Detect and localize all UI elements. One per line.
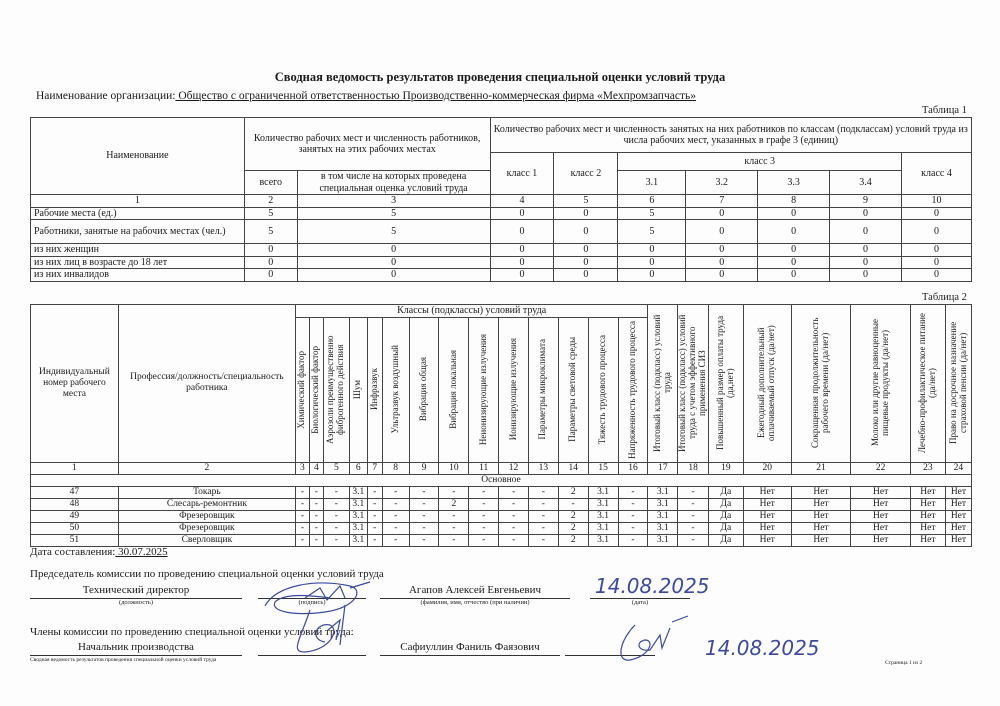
t2-header-factor: Биологический фактор (309, 317, 323, 462)
t2-cell: - (499, 498, 529, 510)
t1-cell: 0 (902, 220, 972, 244)
t2-header-food: Лечебно-профилактическое питание (да/нет) (910, 305, 945, 463)
t1-header-sub-3-1: 3.1 (618, 171, 686, 195)
t2-cell: - (367, 522, 382, 534)
t1-column-numbers (31, 195, 972, 208)
t2-cell: - (295, 498, 309, 510)
t1-header-name: Наименование (31, 118, 245, 195)
t2-col-number: 12 (499, 462, 529, 474)
t2-cell: Нет (851, 486, 911, 498)
t2-col-number: 14 (558, 462, 588, 474)
t2-cell: 3.1 (349, 522, 367, 534)
member-signature2-icon (600, 610, 690, 665)
t2-col-number: 13 (528, 462, 558, 474)
t2-header-id: Индивидуальный номер рабочего места (31, 305, 119, 463)
t1-header-class1: класс 1 (490, 153, 554, 195)
chair-title: Председатель комиссии по проведению специальной оценки условий труда (30, 568, 384, 580)
t2-header-milk: Молоко или другие равноценные пищевые продукты (да/нет) (851, 305, 911, 463)
t1-cell: 0 (830, 244, 902, 257)
t2-cell: - (367, 510, 382, 522)
t1-row-name: из них женщин (31, 244, 245, 257)
t1-cell: 0 (902, 244, 972, 257)
t1-header-group2: Количество рабочих мест и численность занятых на них работников по классам (подклассам) условий труда из числа рабочих мест, указанных в графе 3 (единиц) (490, 118, 972, 153)
t2-col-number: 10 (439, 462, 469, 474)
t2-cell: - (499, 534, 529, 546)
members-title: Члены комиссии по проведению специальной оценки условий труда: (30, 626, 354, 638)
t2-cell: - (528, 534, 558, 546)
t2-cell: - (295, 534, 309, 546)
t2-cell: - (367, 498, 382, 510)
t2-cell: - (309, 498, 323, 510)
t1-row-name: Рабочие места (ед.) (31, 207, 245, 220)
t1-cell: 0 (902, 256, 972, 269)
table2-label: Таблица 2 (922, 292, 967, 303)
t1-col-number: 1 (31, 195, 245, 208)
t2-header-final-class-siz: Итоговый класс (подкласс) условий труда с учетом эффективного применения СИЗ (678, 305, 709, 463)
t2-header-factor: Аэрозоли преимущественно фиброгенного действия (323, 317, 349, 462)
t2-cell: - (469, 534, 499, 546)
t2-workplace-id: 51 (31, 534, 119, 546)
t2-cell: 3.1 (588, 522, 618, 534)
t2-cell: 3.1 (648, 522, 678, 534)
t2-cell: - (309, 486, 323, 498)
t1-cell: 0 (554, 220, 618, 244)
t1-col-number: 4 (490, 195, 554, 208)
t2-header-profession: Профессия/должность/специальность работника (118, 305, 295, 463)
t2-cell: Нет (945, 498, 971, 510)
t2-cell: - (323, 510, 349, 522)
t2-col-number: 16 (618, 462, 648, 474)
t2-cell: Нет (743, 510, 791, 522)
t2-workplace-id: 48 (31, 498, 119, 510)
t2-cell: - (678, 486, 709, 498)
t2-col-number: 18 (678, 462, 709, 474)
t1-cell: 0 (554, 244, 618, 257)
member-position: Начальник производства (78, 641, 194, 653)
t1-row-name: из них лиц в возрасте до 18 лет (31, 256, 245, 269)
t2-cell: Нет (910, 486, 945, 498)
t1-cell: 0 (490, 244, 554, 257)
t1-col-number: 5 (554, 195, 618, 208)
t2-profession: Слесарь-ремонтник (118, 498, 295, 510)
t1-col-number: 9 (830, 195, 902, 208)
t2-header-factor: Параметры микроклимата (528, 317, 558, 462)
document-title: Сводная ведомость результатов проведения специальной оценки условий труда (274, 70, 726, 84)
t2-cell: - (323, 534, 349, 546)
t2-cell: - (528, 522, 558, 534)
t2-cell: - (295, 486, 309, 498)
t1-col-number: 3 (297, 195, 490, 208)
t2-cell: 3.1 (588, 534, 618, 546)
t1-cell: 5 (244, 207, 297, 220)
t2-col-number: 1 (31, 462, 119, 474)
t2-header-factor: Шум (349, 317, 367, 462)
t2-cell: - (499, 486, 529, 498)
footer-document-name: Сводная ведомость результатов проведения специальной оценки условий труда (30, 657, 217, 663)
t1-cell: 0 (297, 269, 490, 282)
t2-col-number: 11 (469, 462, 499, 474)
t1-cell: 0 (297, 244, 490, 257)
t2-cell: Нет (910, 534, 945, 546)
t2-header-classes-group: Классы (подклассы) условий труда (295, 305, 647, 318)
table2-workplaces (30, 304, 972, 547)
t2-cell: - (409, 522, 439, 534)
t2-cell: - (382, 510, 409, 522)
t2-cell: 3.1 (648, 486, 678, 498)
t2-header-factor: Напряженность трудового процесса (618, 317, 648, 462)
t2-header-factor: Инфразвук (367, 317, 382, 462)
t1-header-sub-3-2: 3.2 (686, 171, 758, 195)
t2-cell: 3.1 (349, 534, 367, 546)
t1-row-name: Работники, занятые на рабочих местах (чел.) (31, 220, 245, 244)
t1-cell: 0 (490, 207, 554, 220)
t2-col-number: 5 (323, 462, 349, 474)
table1-label: Таблица 1 (922, 105, 967, 116)
t2-cell: - (499, 522, 529, 534)
t2-header-factor: Неионизирующие излучения (469, 317, 499, 462)
date-line (30, 546, 168, 558)
t2-cell: - (295, 510, 309, 522)
caption-position: (должность) (118, 599, 154, 606)
t2-col-number: 3 (295, 462, 309, 474)
t2-col-number: 21 (791, 462, 851, 474)
t2-cell: - (558, 498, 588, 510)
t2-col-number: 8 (382, 462, 409, 474)
t1-header-sub-3-3: 3.3 (758, 171, 830, 195)
t2-cell: - (295, 522, 309, 534)
t1-cell: 0 (758, 244, 830, 257)
t2-header-short-time: Сокращенная продолжительность рабочего времени (да/нет) (791, 305, 851, 463)
t2-cell: - (439, 522, 469, 534)
t1-cell: 0 (554, 256, 618, 269)
t2-cell: 3.1 (588, 510, 618, 522)
t2-header-pension: Право на досрочное назначение страховой пенсии (да/нет) (945, 305, 971, 463)
t2-cell: Нет (910, 522, 945, 534)
t2-cell: - (367, 534, 382, 546)
t2-col-number: 20 (743, 462, 791, 474)
t2-cell: - (323, 522, 349, 534)
t1-cell: 0 (618, 256, 686, 269)
t1-row-name: из них инвалидов (31, 269, 245, 282)
t1-cell: 0 (244, 256, 297, 269)
t1-cell: 0 (902, 269, 972, 282)
t2-cell: 2 (558, 534, 588, 546)
t1-row (31, 256, 972, 269)
t2-cell: Нет (791, 498, 851, 510)
t1-row (31, 269, 972, 282)
t2-cell: - (409, 510, 439, 522)
t2-cell: Нет (945, 486, 971, 498)
t1-cell: 0 (297, 256, 490, 269)
t2-cell: 3.1 (648, 534, 678, 546)
t1-col-number: 2 (244, 195, 297, 208)
t2-header-extra-pay: Повышенный размер оплаты труда (да,нет) (708, 305, 743, 463)
t1-cell: 0 (830, 207, 902, 220)
t2-cell: - (323, 498, 349, 510)
t2-cell: - (528, 486, 558, 498)
t2-header-factor: Вибрация общая (409, 317, 439, 462)
organization-name: Общество с ограниченной ответственностью Производственно-коммерческая фирма «Мехпромзапчасть» (175, 90, 696, 102)
t1-cell: 5 (244, 220, 297, 244)
t2-cell: - (309, 534, 323, 546)
t2-profession: Фрезеровщик (118, 510, 295, 522)
t2-row (31, 486, 972, 498)
t2-header-factor: Ультразвук воздушный (382, 317, 409, 462)
t1-cell: 0 (830, 256, 902, 269)
t2-cell: Да (708, 534, 743, 546)
t2-cell: Нет (945, 510, 971, 522)
date-label: Дата составления: (30, 546, 116, 558)
t1-cell: 0 (618, 269, 686, 282)
t2-col-number: 6 (349, 462, 367, 474)
t2-cell: 2 (558, 486, 588, 498)
t2-header-extra-leave: Ежегодный дополнительный оплачиваемый отпуск (да/нет) (743, 305, 791, 463)
t2-cell: Нет (791, 486, 851, 498)
t1-cell: 0 (758, 220, 830, 244)
t1-cell: 0 (244, 269, 297, 282)
t2-col-number: 19 (708, 462, 743, 474)
member-name: Сафиуллин Фаниль Фаязович (400, 641, 540, 653)
t2-cell: - (618, 510, 648, 522)
t2-cell: 3.1 (349, 510, 367, 522)
t2-section-label: Основное (31, 474, 972, 486)
t2-cell: Нет (851, 522, 911, 534)
member-name-line (380, 655, 560, 656)
t2-cell: - (409, 486, 439, 498)
t2-cell: - (323, 486, 349, 498)
t2-header-factor: Химический фактор (295, 317, 309, 462)
t1-cell: 0 (490, 256, 554, 269)
t2-cell: 2 (439, 498, 469, 510)
t2-cell: Да (708, 522, 743, 534)
t2-header-factor: Вибрация локальная (439, 317, 469, 462)
t1-header-class4: класс 4 (902, 153, 972, 195)
t2-profession: Фрезеровщик (118, 522, 295, 534)
t1-cell: 0 (758, 269, 830, 282)
t2-cell: - (528, 510, 558, 522)
t2-cell: 3.1 (349, 486, 367, 498)
t2-row (31, 510, 972, 522)
t2-cell: 3.1 (648, 510, 678, 522)
t1-header-group1: Количество рабочих мест и численность работников, занятых на этих рабочих местах (244, 118, 490, 171)
t1-cell: 0 (830, 269, 902, 282)
t2-cell: - (439, 510, 469, 522)
t2-header-factor: Ионизирующие излучения (499, 317, 529, 462)
t2-cell: - (618, 534, 648, 546)
t2-cell: 2 (558, 522, 588, 534)
caption-signature: (подпись) (298, 599, 326, 606)
t1-row (31, 207, 972, 220)
t2-cell: - (528, 498, 558, 510)
t2-cell: Нет (743, 522, 791, 534)
t2-cell: - (382, 498, 409, 510)
t1-cell: 0 (554, 207, 618, 220)
t1-header-class2: класс 2 (554, 153, 618, 195)
t2-cell: - (678, 498, 709, 510)
t2-cell: - (618, 498, 648, 510)
t2-cell: Нет (791, 510, 851, 522)
t2-cell: - (678, 510, 709, 522)
t2-cell: - (678, 522, 709, 534)
t2-cell: Нет (851, 498, 911, 510)
t2-col-number: 17 (648, 462, 678, 474)
t2-cell: - (618, 522, 648, 534)
t1-header-sub-3-4: 3.4 (830, 171, 902, 195)
t2-profession: Сверловщик (118, 534, 295, 546)
caption-date: (дата) (631, 599, 649, 606)
t2-col-number: 23 (910, 462, 945, 474)
t2-cell: Нет (851, 510, 911, 522)
t2-col-number: 4 (309, 462, 323, 474)
chair-date-handwritten: 14.08.2025 (595, 574, 710, 598)
t1-cell: 5 (618, 220, 686, 244)
t2-cell: Нет (910, 510, 945, 522)
t2-col-number: 7 (367, 462, 382, 474)
t2-workplace-id: 50 (31, 522, 119, 534)
t1-cell: 0 (758, 256, 830, 269)
t2-cell: 3.1 (588, 498, 618, 510)
member-signature-icon (270, 600, 370, 660)
t2-cell: 3.1 (349, 498, 367, 510)
t1-cell: 5 (618, 207, 686, 220)
t2-cell: - (439, 534, 469, 546)
footer-page-number: Страница 1 из 2 (885, 660, 923, 666)
t1-row (31, 244, 972, 257)
t2-header-factor: Параметры световой среды (558, 317, 588, 462)
t2-cell: Нет (743, 486, 791, 498)
t1-col-number: 7 (686, 195, 758, 208)
t2-cell: - (469, 522, 499, 534)
organization-line (36, 90, 696, 102)
t2-row (31, 534, 972, 546)
t2-cell: - (409, 498, 439, 510)
t2-cell: - (382, 486, 409, 498)
t2-cell: - (382, 522, 409, 534)
t2-col-number: 22 (851, 462, 911, 474)
t2-header-final-class: Итоговый класс (подкласс) условий труда (648, 305, 678, 463)
t2-col-number: 15 (588, 462, 618, 474)
t1-cell: 0 (554, 269, 618, 282)
t1-header-total: всего (244, 171, 297, 195)
t2-cell: - (382, 534, 409, 546)
organization-label: Наименование организации: (36, 90, 176, 102)
t2-cell: Нет (791, 522, 851, 534)
t2-cell: - (409, 534, 439, 546)
t2-cell: - (309, 510, 323, 522)
t2-cell: Нет (743, 498, 791, 510)
t2-cell: 2 (558, 510, 588, 522)
t1-cell: 0 (758, 207, 830, 220)
t2-col-number: 9 (409, 462, 439, 474)
t2-cell: - (439, 486, 469, 498)
t1-cell: 0 (686, 256, 758, 269)
t2-col-number: 24 (945, 462, 971, 474)
t1-cell: 0 (686, 207, 758, 220)
t2-col-number: 2 (118, 462, 295, 474)
t2-cell: Нет (945, 522, 971, 534)
t1-cell: 0 (244, 244, 297, 257)
t2-profession: Токарь (118, 486, 295, 498)
t1-row (31, 220, 972, 244)
table1-summary (30, 117, 972, 282)
t2-cell: Нет (851, 534, 911, 546)
t2-workplace-id: 49 (31, 510, 119, 522)
t2-row (31, 498, 972, 510)
t1-header-class3: класс 3 (618, 153, 902, 171)
t2-cell: - (618, 486, 648, 498)
t2-cell: - (309, 522, 323, 534)
t1-cell: 0 (830, 220, 902, 244)
t1-header-sout-done: в том числе на которых проведена специальная оценка условий труда (297, 171, 490, 195)
member-position-line (30, 655, 242, 656)
t2-cell: Нет (910, 498, 945, 510)
t1-cell: 0 (686, 220, 758, 244)
t1-col-number: 8 (758, 195, 830, 208)
t1-cell: 0 (686, 269, 758, 282)
t2-column-numbers (31, 462, 972, 474)
t2-cell: Нет (945, 534, 971, 546)
t2-cell: - (678, 534, 709, 546)
t2-workplace-id: 47 (31, 486, 119, 498)
t1-cell: 0 (490, 220, 554, 244)
t2-cell: Нет (743, 534, 791, 546)
chair-position: Технический директор (82, 584, 190, 596)
t1-cell: 0 (902, 207, 972, 220)
t1-cell: 5 (297, 207, 490, 220)
caption-name: (фамилия, имя, отчество (при наличии) (420, 599, 530, 606)
chair-name: Агапов Алексей Евгеньевич (408, 584, 541, 596)
t2-cell: 3.1 (588, 486, 618, 498)
t2-cell: Да (708, 510, 743, 522)
t2-cell: - (367, 486, 382, 498)
t1-cell: 0 (490, 269, 554, 282)
t2-cell: Нет (791, 534, 851, 546)
t2-cell: Да (708, 498, 743, 510)
t2-cell: 3.1 (648, 498, 678, 510)
t1-cell: 0 (618, 244, 686, 257)
t2-cell: Да (708, 486, 743, 498)
t1-cell: 5 (297, 220, 490, 244)
t2-cell: - (469, 510, 499, 522)
t2-cell: - (499, 510, 529, 522)
t2-cell: - (469, 498, 499, 510)
t1-col-number: 10 (902, 195, 972, 208)
t2-cell: - (469, 486, 499, 498)
t2-row (31, 522, 972, 534)
date-value: 30.07.2025 (115, 546, 168, 558)
t2-header-factor: Тяжесть трудового процесса (588, 317, 618, 462)
member-date-handwritten: 14.08.2025 (705, 636, 820, 660)
t1-cell: 0 (686, 244, 758, 257)
t1-col-number: 6 (618, 195, 686, 208)
